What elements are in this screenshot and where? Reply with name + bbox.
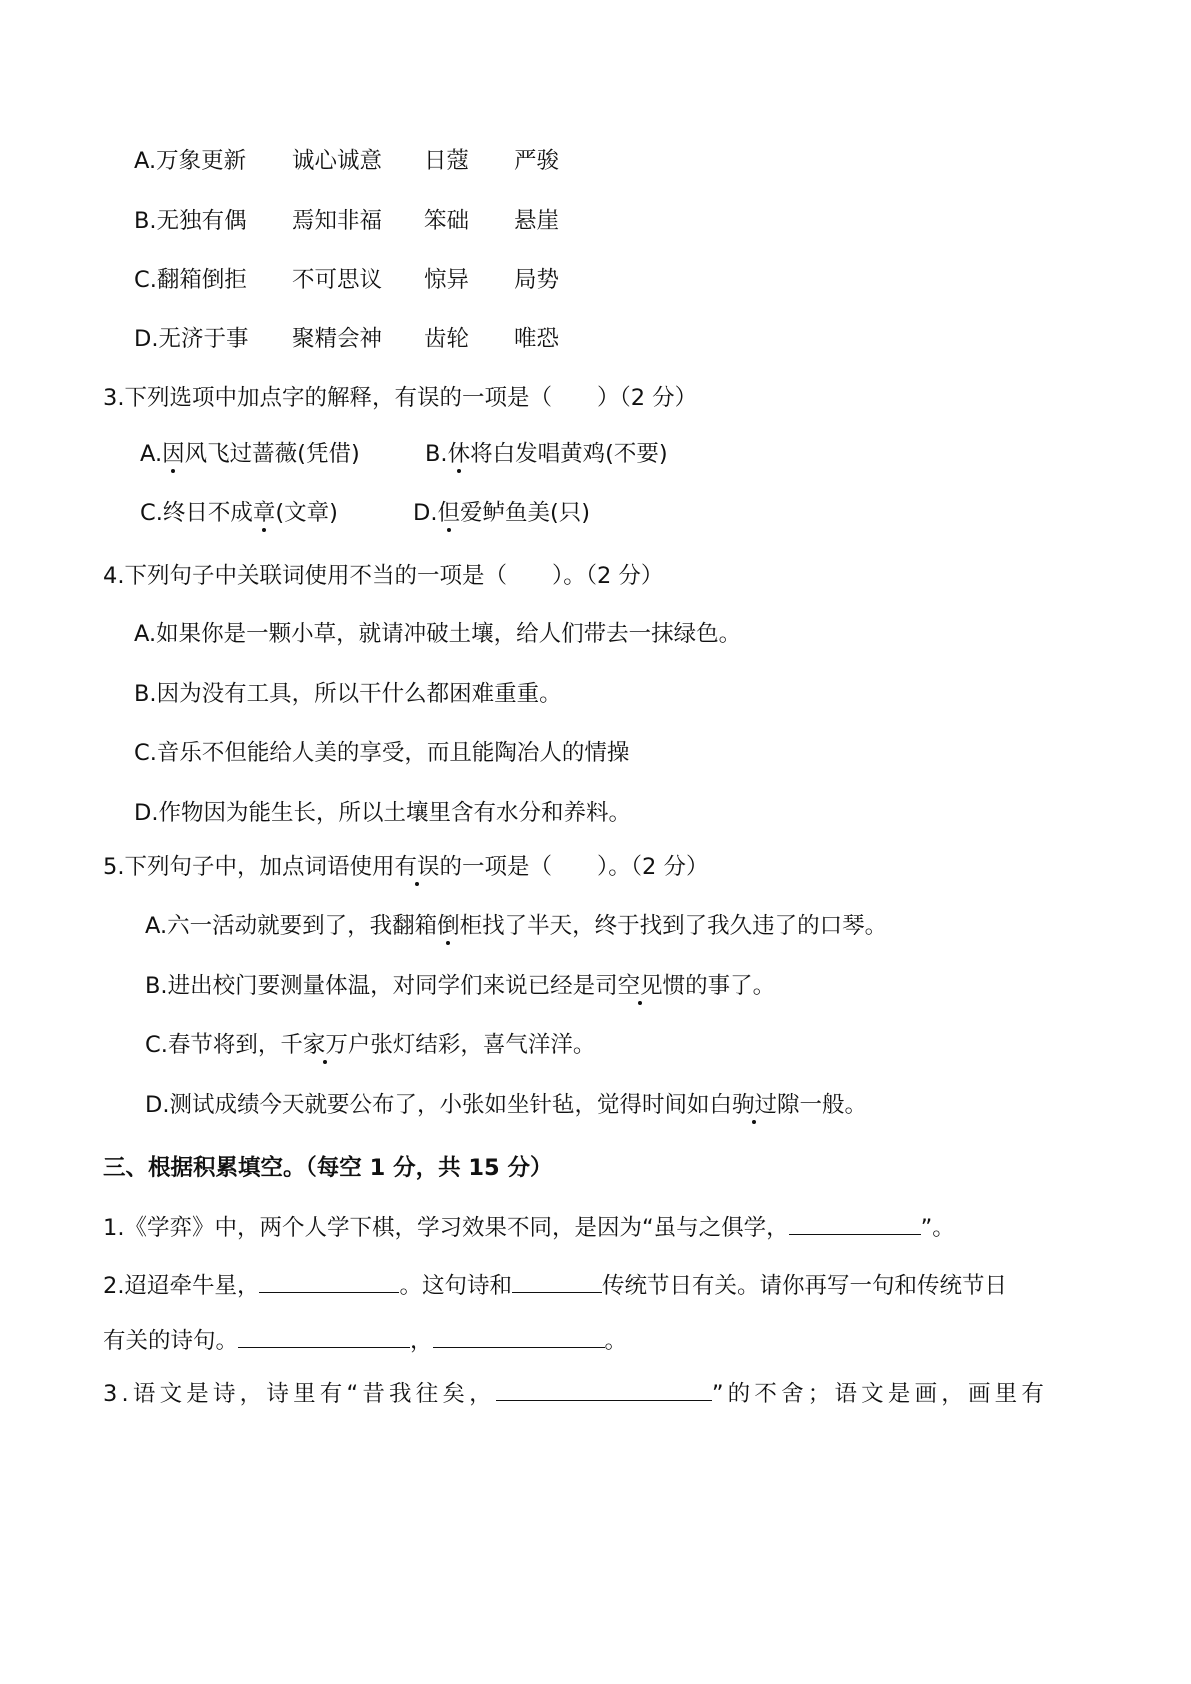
dotted-char: 休 [447,441,471,467]
section-heading: 三、根据积累填空。（每空 1 分，共 15 分） [103,1155,553,1181]
option-word: 聚精会神 [292,326,383,352]
q4-option-c: C.音乐不但能给人美的享受，而且能陶冶人的情操 [134,740,630,766]
dotted-char: 章 [252,500,276,526]
option-word: 焉知非福 [292,208,383,234]
answer-blank[interactable] [238,1325,410,1348]
option-word: A.万象更新 [134,148,247,174]
option-word: 唯恐 [514,326,560,352]
dotted-char: 但 [437,500,460,526]
option-word: 惊异 [424,267,470,293]
answer-blank[interactable] [789,1212,921,1235]
q3-option-c: C.终日不成章(文章) [140,500,338,526]
q2-option-b [134,205,559,237]
option-word: C.翻箱倒拒 [134,267,247,293]
fill-q2-line2: 有关的诗句。 ， 。 [103,1325,627,1357]
q3-option-a: A.因风飞过蔷薇(凭借) [140,441,360,467]
option-word: 日蔻 [424,148,470,174]
q4-option-b: B.因为没有工具，所以干什么都困难重重。 [134,681,562,707]
dotted-word: 千家万户 [280,1032,371,1058]
q4-stem: 4.下列句子中关联词使用不当的一项是（ ）。（2 分） [103,563,664,589]
q2-option-d [134,323,559,355]
q4-option-d: D.作物因为能生长，所以土壤里含有水分和养料。 [134,800,631,826]
answer-blank[interactable] [496,1378,712,1401]
dotted-word: 白驹过隙 [709,1092,800,1118]
option-word: 悬崖 [514,208,560,234]
option-word: 齿轮 [424,326,470,352]
option-word: 局势 [514,267,560,293]
option-word: B.无独有偶 [134,208,247,234]
q5-option-b: B.进出校门要测量体温，对同学们来说已经是司空见惯的事了。 [145,973,776,999]
dotted-word: 翻箱倒柜找 [392,913,505,939]
q3-option-d: D.但爱鲈鱼美(只) [413,500,591,526]
fill-q1: 1.《学弈》中，两个人学下棋，学习效果不同，是因为“虽与之俱学， ”。 [103,1212,955,1244]
fill-q2-line1: 2.迢迢牵牛星， 。这句诗和 传统节日有关。请你再写一句和传统节日 [103,1270,1007,1302]
q2-option-a [134,145,559,177]
option-word: D.无济于事 [134,326,249,352]
q3-option-b: B.休将白发唱黄鸡(不要) [425,441,668,467]
option-word: 不可思议 [292,267,383,293]
q5-stem: 5.下列句子中，加点词语使用有误的一项是（ ）。（2 分） [103,854,709,880]
dotted-word: 司空见惯 [595,973,686,999]
dotted-char: 因 [162,441,185,467]
answer-blank[interactable] [433,1325,605,1348]
answer-blank[interactable] [512,1270,602,1293]
option-word: 严骏 [514,148,560,174]
q3-stem: 3.下列选项中加点字的解释，有误的一项是（ ）（2 分） [103,385,698,411]
q4-option-a: A.如果你是一颗小草，就请冲破土壤，给人们带去一抹绿色。 [134,621,742,647]
q5-option-c: C.春节将到，千家万户张灯结彩，喜气洋洋。 [145,1032,596,1058]
option-word: 诚心诚意 [292,148,383,174]
q5-option-a: A.六一活动就要到了，我翻箱倒柜找了半天，终于找到了我久违了的口琴。 [145,913,888,939]
q5-option-d: D.测试成绩今天就要公布了，小张如坐针毡，觉得时间如白驹过隙一般。 [145,1092,868,1118]
answer-blank[interactable] [259,1270,399,1293]
option-word: 笨础 [424,208,470,234]
fill-q3: 3.语文是诗，诗里有“昔我往矣， ”的不舍；语文是画，画里有 [103,1378,1048,1410]
q2-option-c [134,264,559,296]
dotted-word: 有误 [394,854,440,880]
